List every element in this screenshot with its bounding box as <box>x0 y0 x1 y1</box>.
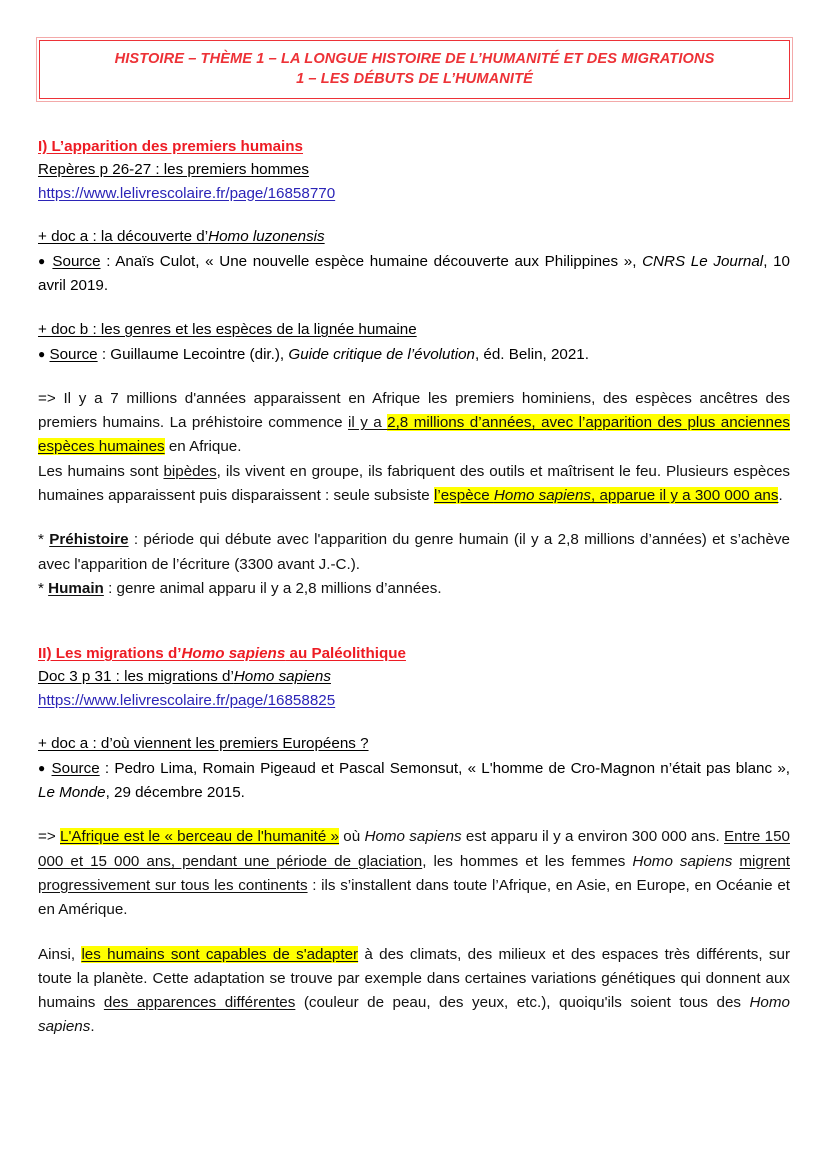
para2-text-3: . <box>778 487 783 505</box>
s2-para2-text-3: . <box>90 1018 95 1036</box>
source-italic: CNRS Le Journal <box>642 252 764 270</box>
doc-a-label-italic: Homo luzonensis <box>208 228 325 245</box>
spacer <box>38 805 790 825</box>
s2-para1-italic-1: Homo sapiens <box>364 828 462 846</box>
source-italic: Le Monde <box>38 784 106 802</box>
source-italic: Guide critique de l’évolution <box>288 345 475 363</box>
spacer <box>38 712 790 732</box>
definition-star: * <box>38 579 49 597</box>
source-label: Source <box>52 252 101 270</box>
para2-highlight-part-c: , apparue il y a 300 000 ans <box>591 487 779 505</box>
section-2-doc-a-source <box>38 756 790 806</box>
s2-para1-underline-1: Entre 150 000 et 15 000 ans, pendant une période de glaciation <box>38 828 790 870</box>
section-1-paragraph-1 <box>38 387 790 460</box>
section-2-reference-italic: Homo sapiens <box>233 668 331 686</box>
source-text-1: : Guillaume Lecointre (dir.), <box>97 345 289 363</box>
section-2-reference-a: Doc 3 p 31 : les migrations d’ <box>38 668 234 686</box>
s2-para2-italic-1: Homo sapiens <box>38 994 790 1036</box>
bullet-icon: ● <box>38 253 47 268</box>
section-2-url-link[interactable]: https://www.lelivrescolaire.fr/page/16858825 <box>38 691 336 709</box>
spacer <box>38 367 790 387</box>
title-line-1: HISTOIRE – THÈME 1 – LA LONGUE HISTOIRE DE L’HUMANITÉ ET DES MIGRATIONS <box>114 51 715 67</box>
section-1-doc-b-source <box>38 342 790 367</box>
section-2-heading <box>38 642 790 665</box>
s2-para1-text-3: , les hommes et les femmes <box>422 852 633 870</box>
doc-a-label-text: + doc a : d’où viennent les premiers Européens ? <box>38 735 369 753</box>
section-1-doc-a-label <box>38 225 790 249</box>
s2-para2-underline-1: des apparences différentes <box>103 994 296 1012</box>
section-1-url-link[interactable]: https://www.lelivrescolaire.fr/page/16858770 <box>38 184 336 202</box>
section-1-doc-b-label <box>38 318 790 342</box>
para2-highlight-italic: Homo sapiens <box>493 487 591 505</box>
s2-para2-text-0: Ainsi, <box>38 945 82 963</box>
spacer <box>38 508 790 528</box>
s2-para1-highlight-1: L'Afrique est le « berceau de l'humanité » <box>60 828 340 846</box>
section-2-doc-a-label <box>38 732 790 756</box>
s2-para1-text-2: est apparu il y a environ 300 000 ans. <box>461 828 725 846</box>
para1-text-1: => Il y a 7 millions d'années apparaissent en Afrique les premiers hominiens, des espèces ancêtres des premiers humains. La préhistoire commence <box>38 389 790 432</box>
para2-highlight-part-a: l’espèce <box>433 487 494 505</box>
source-label: Source <box>49 345 98 363</box>
definition-star: * <box>38 531 50 549</box>
definition-text: : genre animal apparu il y a 2,8 millions d’années. <box>103 579 442 597</box>
para1-text-2: en Afrique. <box>164 438 242 456</box>
bullet-icon: ● <box>38 760 47 775</box>
section-1-heading: I) L’apparition des premiers humains <box>38 138 304 155</box>
document-body <box>38 135 790 1040</box>
section-1-doc-a-source <box>38 249 790 299</box>
s2-para2-highlight-1: les humains sont capables de s'adapter <box>81 945 359 963</box>
section-1-paragraph-2 <box>38 460 790 509</box>
source-text-2: , 10 avril 2019. <box>38 252 790 294</box>
definition-term: Humain <box>48 579 104 597</box>
section-2-paragraph-1 <box>38 825 790 922</box>
source-text-2: , 29 décembre 2015. <box>105 784 245 802</box>
doc-b-label-text: + doc b : les genres et les espèces de la lignée humaine <box>38 321 417 339</box>
para1-highlight-1: 2,8 millions d’années, avec l’apparition des plus anciennes espèces humaines <box>38 414 790 456</box>
s2-para1-underline-2: migrent progressivement sur tous les continents <box>38 852 790 894</box>
para1-underline-1: il y a <box>348 414 388 432</box>
s2-para1-text-5: : ils s’installent dans toute l’Afrique, en Asie, en Europe, en Océanie et en Amérique. <box>38 876 790 919</box>
para2-underline-1: bipèdes <box>163 462 217 480</box>
title-banner-inner <box>39 40 790 99</box>
s2-para1-text-1: où <box>339 828 365 846</box>
spacer <box>38 298 790 318</box>
section-2-heading-a: II) Les migrations d’ <box>38 645 182 663</box>
spacer <box>38 205 790 225</box>
para2-text-1: Les humains sont <box>38 462 164 480</box>
source-text-2: , éd. Belin, 2021. <box>474 345 589 363</box>
section-2-heading-b: au Paléolithique <box>285 645 406 663</box>
para2-highlight-1 <box>434 487 779 504</box>
section-1-reference: Repères p 26-27 : les premiers hommes <box>38 161 309 178</box>
s2-para1-italic-2: Homo sapiens <box>632 852 733 870</box>
doc-a-label-text: + doc a : la découverte d’ <box>38 228 209 245</box>
spacer <box>38 601 790 642</box>
s2-para1-text-0: => <box>38 828 61 846</box>
source-label: Source <box>51 759 100 777</box>
definition-text: : période qui débute avec l'apparition du genre humain (il y a 2,8 millions d’années) et s’achève avec l'apparition de l’écriture (3300 avant J.-C.). <box>38 531 790 573</box>
s2-para2-text-2: (couleur de peau, des yeux, etc.), quoiqu'ils soient tous des <box>295 994 750 1012</box>
definition-humain <box>38 577 790 601</box>
section-2-reference <box>38 665 790 689</box>
s2-para2-text-1: à des climats, des milieux et des espaces très différents, sur toute la planète. Cette adaptation se trouve par exemple dans certaines variations génétiques qui donnent aux humains <box>38 945 790 1012</box>
section-2-paragraph-2 <box>38 943 790 1040</box>
source-text-1: : Anaïs Culot, « Une nouvelle espèce humaine découverte aux Philippines », <box>100 252 643 270</box>
definition-prehistoire <box>38 528 790 577</box>
bullet-icon: ● <box>38 346 46 361</box>
para2-text-2: , ils vivent en groupe, ils fabriquent des outils et maîtrisent le feu. Plusieurs espèces humaines apparaissent puis disparaissent : seule subsiste <box>38 462 790 505</box>
title-line-2: 1 – LES DÉBUTS DE L’HUMANITÉ <box>296 71 533 87</box>
spacer <box>38 923 790 943</box>
section-2-heading-italic: Homo sapiens <box>181 645 286 663</box>
definition-term: Préhistoire <box>49 531 129 549</box>
source-text-1: : Pedro Lima, Romain Pigeaud et Pascal Semonsut, « L'homme de Cro-Magnon n’était pas blanc », <box>99 759 790 777</box>
title-banner <box>36 37 793 102</box>
